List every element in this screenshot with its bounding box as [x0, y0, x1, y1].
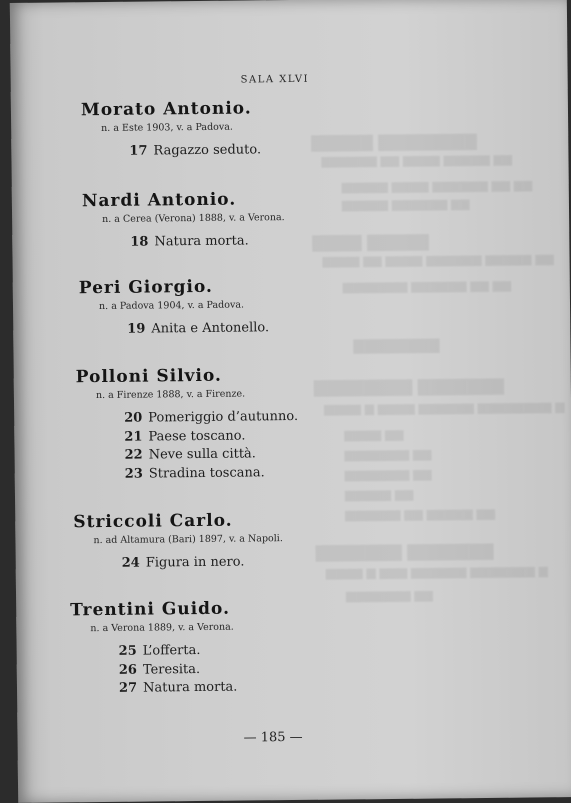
artist-bio: n. a Verona 1889, v. a Verona. [90, 621, 234, 635]
works-list [130, 232, 285, 252]
work-title: Anita e Antonello. [151, 320, 270, 337]
room-header: SALA XLVI [240, 73, 310, 86]
work-number: 22 [124, 447, 143, 463]
work-item [127, 319, 269, 339]
work-title: Figura in nero. [145, 554, 245, 571]
work-title: Stradina toscana. [148, 464, 265, 482]
work-number: 27 [118, 680, 138, 696]
works-list [129, 141, 261, 161]
artist-bio: n. a Firenze 1888, v. a Firenze. [95, 388, 246, 402]
artist-name: Morato Antonio. [80, 98, 252, 121]
work-title: L’offerta. [142, 642, 201, 659]
works-list [127, 319, 269, 339]
book-page [10, 0, 571, 803]
work-item [122, 553, 284, 573]
work-item [125, 463, 299, 483]
work-item [124, 426, 298, 446]
artist-entry [82, 189, 285, 253]
work-title: Ragazzo seduto. [153, 142, 262, 159]
work-item [119, 679, 238, 699]
artist-name: Striccoli Carlo. [73, 510, 233, 533]
artist-bio: n. a Padova 1904, v. a Padova. [98, 299, 245, 313]
artist-entry [73, 510, 283, 574]
work-number: 17 [129, 143, 148, 159]
work-title: Paese toscano. [148, 427, 246, 445]
work-title: Pomeriggio d’autunno. [148, 408, 299, 426]
artist-bio: n. ad Altamura (Bari) 1897, v. a Napoli. [93, 533, 283, 547]
work-item [130, 232, 285, 252]
work-item [124, 408, 298, 428]
work-title: Teresita. [142, 661, 201, 678]
artist-bio: n. a Cerea (Verona) 1888, v. a Verona. [102, 212, 285, 225]
work-number: 25 [118, 643, 137, 659]
artist-name: Peri Giorgio. [78, 276, 213, 299]
work-item [119, 660, 238, 680]
works-list [122, 553, 284, 573]
page-number: — 185 — [243, 729, 303, 746]
bleed-through-text: ▇▇▇▇▇▇▇▇ ▇▇▇▇▇ ▆▆ ▆▆▆▆▆ ▆▆▆▆ ▆▆ ▆▆▆▆▆▆ ▆▆ ▆▆ ▆▆▆▆▆▆ ▆▆▆▆ ▆▆▆▆▆ ▆▆ ▆▆▆▆▆▆ ▆▆▆▆▆ ▇▇▇▇▇ ▇▇▇▇ ▆▆ ▆▆▆▆▆ ▆▆▆▆▆▆ ▆▆▆▆ ▆▆ ▆▆▆▆ ▆▆ ▆▆ ▆▆▆▆▆▆ ▆▆▆▆▆▆▆ ▇▇▇▇▇▇▇▇ ▇▇▇▇▇▇▇ ▇▇▇▇▇▇▇▇ ▆ ▆▆▆▆▆▆▆▆ ▆▆▆▆▆▆ ▆▆▆▆ ▆ ▆▆▆▆ ▆▆ ▆▆▆▆ ▆▆ ▆▆▆▆▆▆▆ ▆▆ ▆▆▆▆▆▆▆ ▆▆ ▆▆▆▆▆ ▆▆ ▆▆▆▆▆ ▆▆ ▆▆▆▆▆▆ ▇▇▇▇▇▇▇ ▇▇▇▇▇▇▇ ▆ ▆▆▆▆▆▆▆ ▆▆▆▆▆▆ ▆▆▆ ▆ ▆▆▆▆ ▆▆ ▆▆▆▆▆▆▆ [311, 131, 565, 603]
artist-bio: n. a Este 1903, v. a Padova. [101, 121, 233, 134]
work-number: 26 [118, 662, 137, 678]
work-number: 18 [130, 234, 149, 250]
artist-entry [81, 98, 261, 161]
work-number: 23 [124, 466, 143, 482]
works-list [124, 408, 299, 484]
artist-entry [79, 276, 270, 339]
work-item [124, 445, 298, 465]
work-title: Natura morta. [143, 679, 238, 696]
work-item [129, 141, 261, 161]
artist-name: Trentini Guido. [70, 598, 231, 621]
artist-name: Nardi Antonio. [81, 189, 237, 212]
work-title: Neve sulla città. [148, 446, 256, 463]
work-number: 21 [124, 429, 143, 445]
artist-entry [76, 365, 299, 484]
work-title: Natura morta. [154, 233, 249, 250]
work-number: 24 [121, 555, 140, 571]
work-number: 20 [124, 410, 143, 426]
work-item [119, 642, 238, 662]
works-list [119, 642, 238, 699]
artist-entry [70, 599, 237, 699]
work-number: 19 [127, 321, 146, 337]
artist-name: Polloni Silvio. [75, 365, 223, 388]
